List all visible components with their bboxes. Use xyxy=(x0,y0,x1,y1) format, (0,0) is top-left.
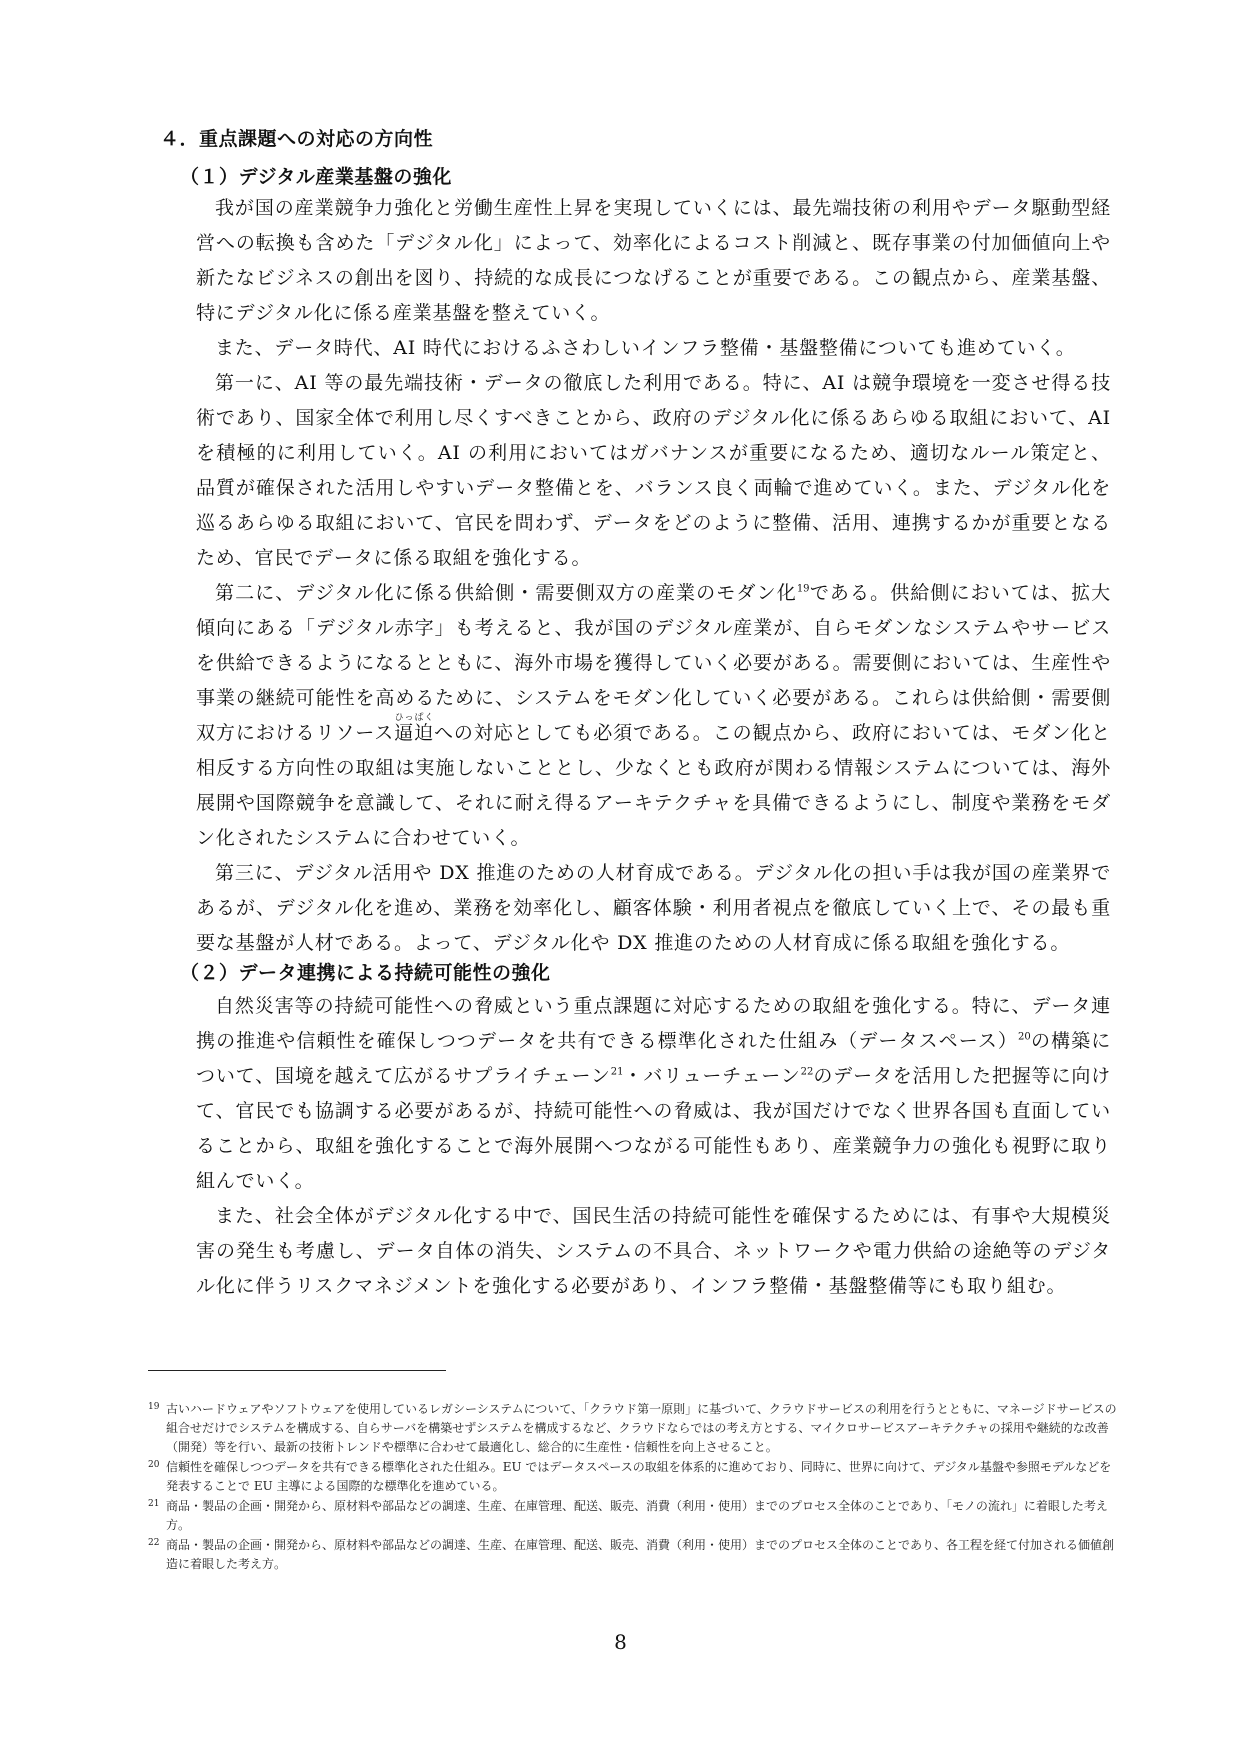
footnote-number: 19 xyxy=(148,1402,160,1412)
paragraph-text: への対応としても必須である。この観点から、政府においては、モダン化と相反する方向性の取組は実施しないこととし、少なくとも政府が関わる情報システムについては、海外展開や国際競争を意識して、それに耐え得るアーキテクチャを具備できるようにし、制度や業務をモダン化されたシステムに合わせていく。 xyxy=(196,722,1111,849)
paragraph xyxy=(196,989,1111,1199)
footnote-ref-21[interactable]: 21 xyxy=(610,1066,624,1078)
footnote-ref-20[interactable]: 20 xyxy=(1017,1031,1031,1043)
paragraph: 我が国の産業競争力強化と労働生産性上昇を実現していくには、最先端技術の利用やデータ駆動型経営への転換も含めた「デジタル化」によって、効率化によるコスト削減と、既存事業の付加価値向上や新たなビジネスの創出を図り、持続的な成長につなげることが重要である。この観点から、産業基盤、特にデジタル化に係る産業基盤を整えていく。 xyxy=(196,197,1111,324)
footnote-text: 古いハードウェアやソフトウェアを使用しているレガシーシステムについて、「クラウド第一原則」に基づいて、クラウドサービスの利用を行うとともに、マネージドサービスの組合せだけでシステムを構成する、自らサーバを構築せずシステムを構成するなど、クラウドならではの考え方とする、マイクロサービスアーキテクチャの採用や継続的な改善（開発）等を行い、最新の技術トレンドや標準に合わせて最適化し、総合的に生産性・信頼性を向上させること。 xyxy=(166,1402,1117,1454)
paragraph-text: 第二に、デジタル化に係る供給側・需要側双方の産業のモダン化 xyxy=(215,582,797,604)
subsection-1-body xyxy=(196,191,1111,961)
paragraph: 第一に、AI 等の最先端技術・データの徹底した利用である。特に、AI は競争環境を一変させ得る技術であり、国家全体で利用し尽くすべきことから、政府のデジタル化に係るあらゆる取組において、AI を積極的に利用していく。AI の利用においてはガバナンスが重要になるため、適切なルール策定と、品質が確保された活用しやすいデータ整備とを、バランス良く両輪で進めていく。また、デジタル化を巡るあらゆる取組において、官民を問わず、データをどのように整備、活用、連携するかが重要となるため、官民でデータに係る取組を強化する。 xyxy=(196,372,1111,569)
footnote-text: 商品・製品の企画・開発から、原材料や部品などの調達、生産、在庫管理、配送、販売、消費（利用・使用）までのプロセス全体のことであり、各工程を経て付加される価値創造に着眼した考え方。 xyxy=(166,1538,1115,1571)
subsection-2-body xyxy=(196,989,1111,1304)
footnote-number: 22 xyxy=(148,1538,160,1548)
paragraph: また、データ時代、AI 時代におけるふさわしいインフラ整備・基盤整備についても進めていく。 xyxy=(215,337,1076,359)
footnote-ref-19[interactable]: 19 xyxy=(796,583,810,595)
page-number: 8 xyxy=(614,1630,627,1654)
footnotes xyxy=(148,1400,1120,1575)
subsection-heading-1: （１）デジタル産業基盤の強化 xyxy=(180,166,452,188)
footnote-text: 商品・製品の企画・開発から、原材料や部品などの調達、生産、在庫管理、配送、販売、消費（利用・使用）までのプロセス全体のことであり、「モノの流れ」に着眼した考え方。 xyxy=(166,1499,1108,1532)
paragraph: また、社会全体がデジタル化する中で、国民生活の持続可能性を確保するためには、有事や大規模災害の発生も考慮し、データ自体の消失、システムの不具合、ネットワークや電力供給の途絶等のデジタル化に伴うリスクマネジメントを強化する必要があり、インフラ整備・基盤整備等にも取り組む。 xyxy=(196,1205,1111,1297)
paragraph-text: のデータを活用した把握等に向けて、官民でも協調する必要があるが、持続可能性への脅威は、我が国だけでなく世界各国も直面していることから、取組を強化することで海外展開へつながる可能性もあり、産業競争力の強化も視野に取り組んでいく。 xyxy=(196,1065,1111,1192)
paragraph-text: である。供給側においては、拡大傾向にある「デジタル赤字」も考えると、我が国のデジタル産業が、自らモダンなシステムやサービスを供給できるようになるとともに、海外市場を獲得していく必要がある。需要側においては、生産性や事業の継続可能性を高めるために、システムをモダン化していく必要がある。これらは供給側・需要側双方におけるリソース xyxy=(196,582,1111,744)
footnote-22 xyxy=(148,1536,1120,1574)
ruby-base: 逼迫 xyxy=(394,722,434,744)
section-heading: ４．重点課題への対応の方向性 xyxy=(160,128,434,150)
paragraph-text: の構築について、国境を越えて広がるサプライチェーン xyxy=(196,1030,1112,1087)
footnote-text: 信頼性を確保しつつデータを共有できる標準化された仕組み。EU ではデータスペースの取組を体系的に進めており、同時に、世界に向けて、デジタル基盤や参照モデルなどを発表することで EU 主導による国際的な標準化を進めている。 xyxy=(166,1460,1112,1493)
ruby-annotated-word xyxy=(394,713,434,744)
footnote-separator xyxy=(148,1370,446,1371)
subsection-heading-2: （２）データ連携による持続可能性の強化 xyxy=(180,962,551,984)
footnote-number: 20 xyxy=(148,1460,160,1470)
ruby-reading: ひっぱく xyxy=(394,713,434,723)
footnote-number: 21 xyxy=(148,1499,160,1509)
paragraph xyxy=(196,576,1111,856)
footnote-ref-22[interactable]: 22 xyxy=(800,1066,814,1078)
paragraph-text: ・バリューチェーン xyxy=(623,1065,801,1087)
footnote-20 xyxy=(148,1458,1120,1496)
footnote-21 xyxy=(148,1497,1120,1535)
paragraph: 第三に、デジタル活用や DX 推進のための人材育成である。デジタル化の担い手は我が国の産業界であるが、デジタル化を進め、業務を効率化し、顧客体験・利用者視点を徹底していく上で、その最も重要な基盤が人材である。よって、デジタル化や DX 推進のための人材育成に係る取組を強化する。 xyxy=(196,862,1111,954)
paragraph-text: 自然災害等の持続可能性への脅威という重点課題に対応するための取組を強化する。特に、データ連携の推進や信頼性を確保しつつデータを共有できる標準化された仕組み（データスペース） xyxy=(196,995,1111,1052)
footnote-19 xyxy=(148,1400,1120,1457)
